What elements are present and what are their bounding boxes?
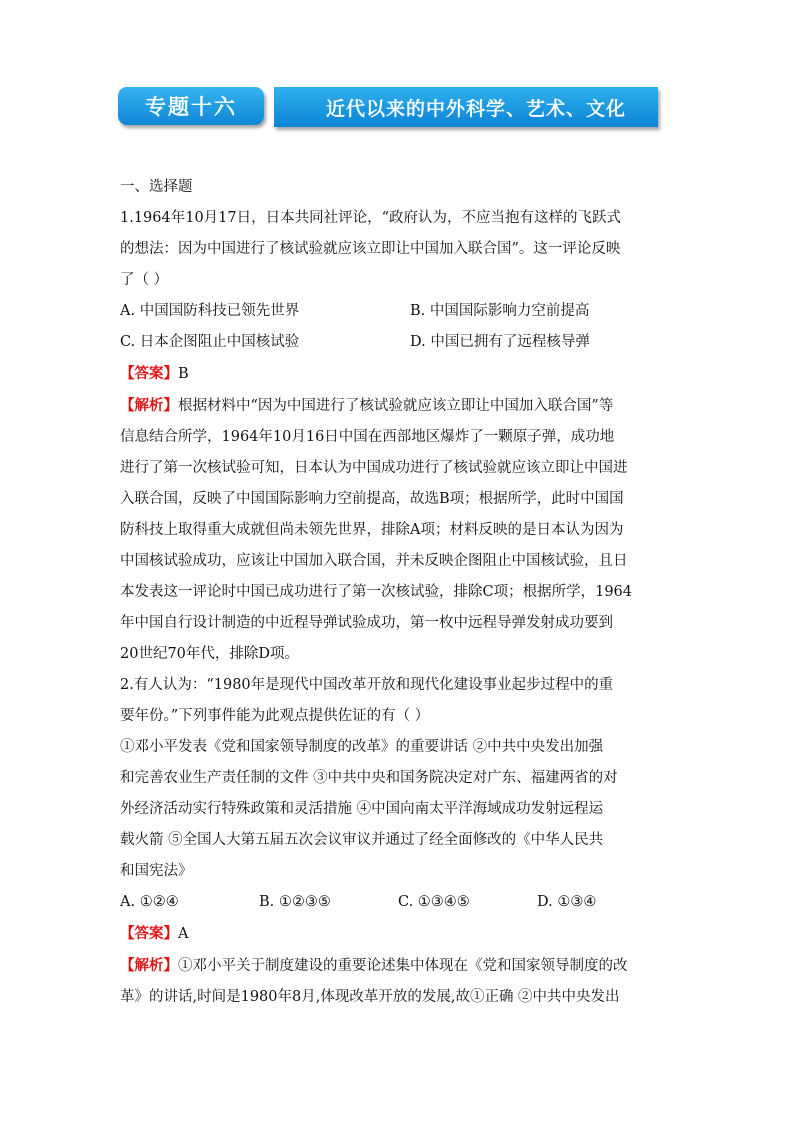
- q1-analysis-line: 进行了第一次核试验可知，日本认为中国成功进行了核试验就应该立即让中国进: [120, 460, 628, 476]
- section-title: 一、选择题: [120, 179, 193, 195]
- q2-stem-line: 2.有人认为：“1980年是现代中国改革开放和现代化建设事业起步过程中的重: [120, 677, 614, 693]
- analysis-tag: 【解析】: [120, 397, 178, 414]
- q2-stem-line: 和国宪法》: [120, 863, 193, 879]
- q2-analysis-line: 革》的讲话,时间是1980年8月,体现改革开放的发展,故①正确 ②中共中央发出: [120, 989, 620, 1005]
- answer-tag: 【答案】: [120, 365, 178, 382]
- analysis-tag: 【解析】: [120, 957, 178, 974]
- q2-options-row: [120, 887, 676, 918]
- q1-analysis-line: 中国核试验成功，应该让中国加入联合国，并未反映企图阻止中国核试验，且日: [120, 553, 628, 569]
- q1-analysis-text: 根据材料中“因为中国进行了核试验就应该立即让中国加入联合国”等: [178, 398, 614, 414]
- topic-label-box: [118, 87, 264, 125]
- topic-title: 近代以来的中外科学、艺术、文化: [325, 97, 626, 120]
- q2-stem-line: 和完善农业生产责任制的文件 ③中共中央和国务院决定对广东、福建两省的对: [120, 770, 618, 786]
- q1-analysis-line: 20世纪70年代，排除D项。: [120, 646, 300, 662]
- q1-option-a: A. 中国国防科技已领先世界: [120, 303, 300, 319]
- q2-answer-value: A: [178, 926, 189, 942]
- q1-analysis-line: 年中国自行设计制造的中近程导弹试验成功，第一枚中远程导弹发射成功要到: [120, 615, 613, 631]
- q1-analysis-line: 信息结合所学，1964年10月16日中国在西部地区爆炸了一颗原子弹，成功地: [120, 429, 615, 445]
- q1-options-row: [120, 327, 676, 358]
- document-body: [120, 172, 676, 1013]
- q2-analysis-text: ①邓小平关于制度建设的重要论述集中体现在《党和国家领导制度的改: [178, 958, 628, 974]
- q1-analysis-line: 本发表这一评论时中国已成功进行了第一次核试验，排除C项；根据所学，1964: [120, 584, 632, 600]
- q2-option-d: D. ①③④: [537, 894, 597, 910]
- q1-option-d: D. 中国已拥有了远程核导弹: [410, 334, 590, 350]
- q2-answer: [120, 918, 676, 950]
- q1-stem-line: 1.1964年10月17日，日本共同社评论，“政府认为，不应当抱有这样的飞跃式: [120, 210, 622, 226]
- topic-label: 专题十六: [145, 95, 237, 119]
- q2-stem-line: ①邓小平发表《党和国家领导制度的改革》的重要讲话 ②中共中央发出加强: [120, 739, 604, 755]
- q2-option-c: C. ①③④⑤: [398, 894, 470, 910]
- q1-answer-value: B: [178, 366, 189, 382]
- q1-options-row: [120, 296, 676, 327]
- q1-answer: [120, 358, 676, 390]
- q2-option-b: B. ①②③⑤: [259, 894, 331, 910]
- q2-option-a: A. ①②④: [120, 894, 179, 910]
- q1-analysis-line: 防科技上取得重大成就但尚未领先世界，排除A项；材料反映的是日本认为因为: [120, 522, 624, 538]
- q2-analysis-line: [120, 950, 676, 982]
- q1-option-c: C. 日本企图阻止中国核试验: [120, 334, 300, 350]
- q1-option-b: B. 中国国际影响力空前提高: [410, 303, 590, 319]
- q2-stem-line: 要年份。”下列事件能为此观点提供佐证的有（ ）: [120, 708, 430, 724]
- q1-stem-line: 了（ ）: [120, 272, 169, 288]
- q2-stem-line: 载火箭 ⑤全国人大第五届五次会议审议并通过了经全面修改的《中华人民共: [120, 832, 604, 848]
- q1-analysis-line: [120, 390, 676, 422]
- q2-stem-line: 外经济活动实行特殊政策和灵活措施 ④中国向南太平洋海域成功发射远程运: [120, 801, 604, 817]
- q1-analysis-line: 入联合国，反映了中国国际影响力空前提高，故选B项；根据所学，此时中国国: [120, 491, 624, 507]
- answer-tag: 【答案】: [120, 925, 178, 942]
- q1-stem-line: 的想法：因为中国进行了核试验就应该立即让中国加入联合国”。这一评论反映: [120, 241, 621, 257]
- topic-title-box: [274, 87, 658, 127]
